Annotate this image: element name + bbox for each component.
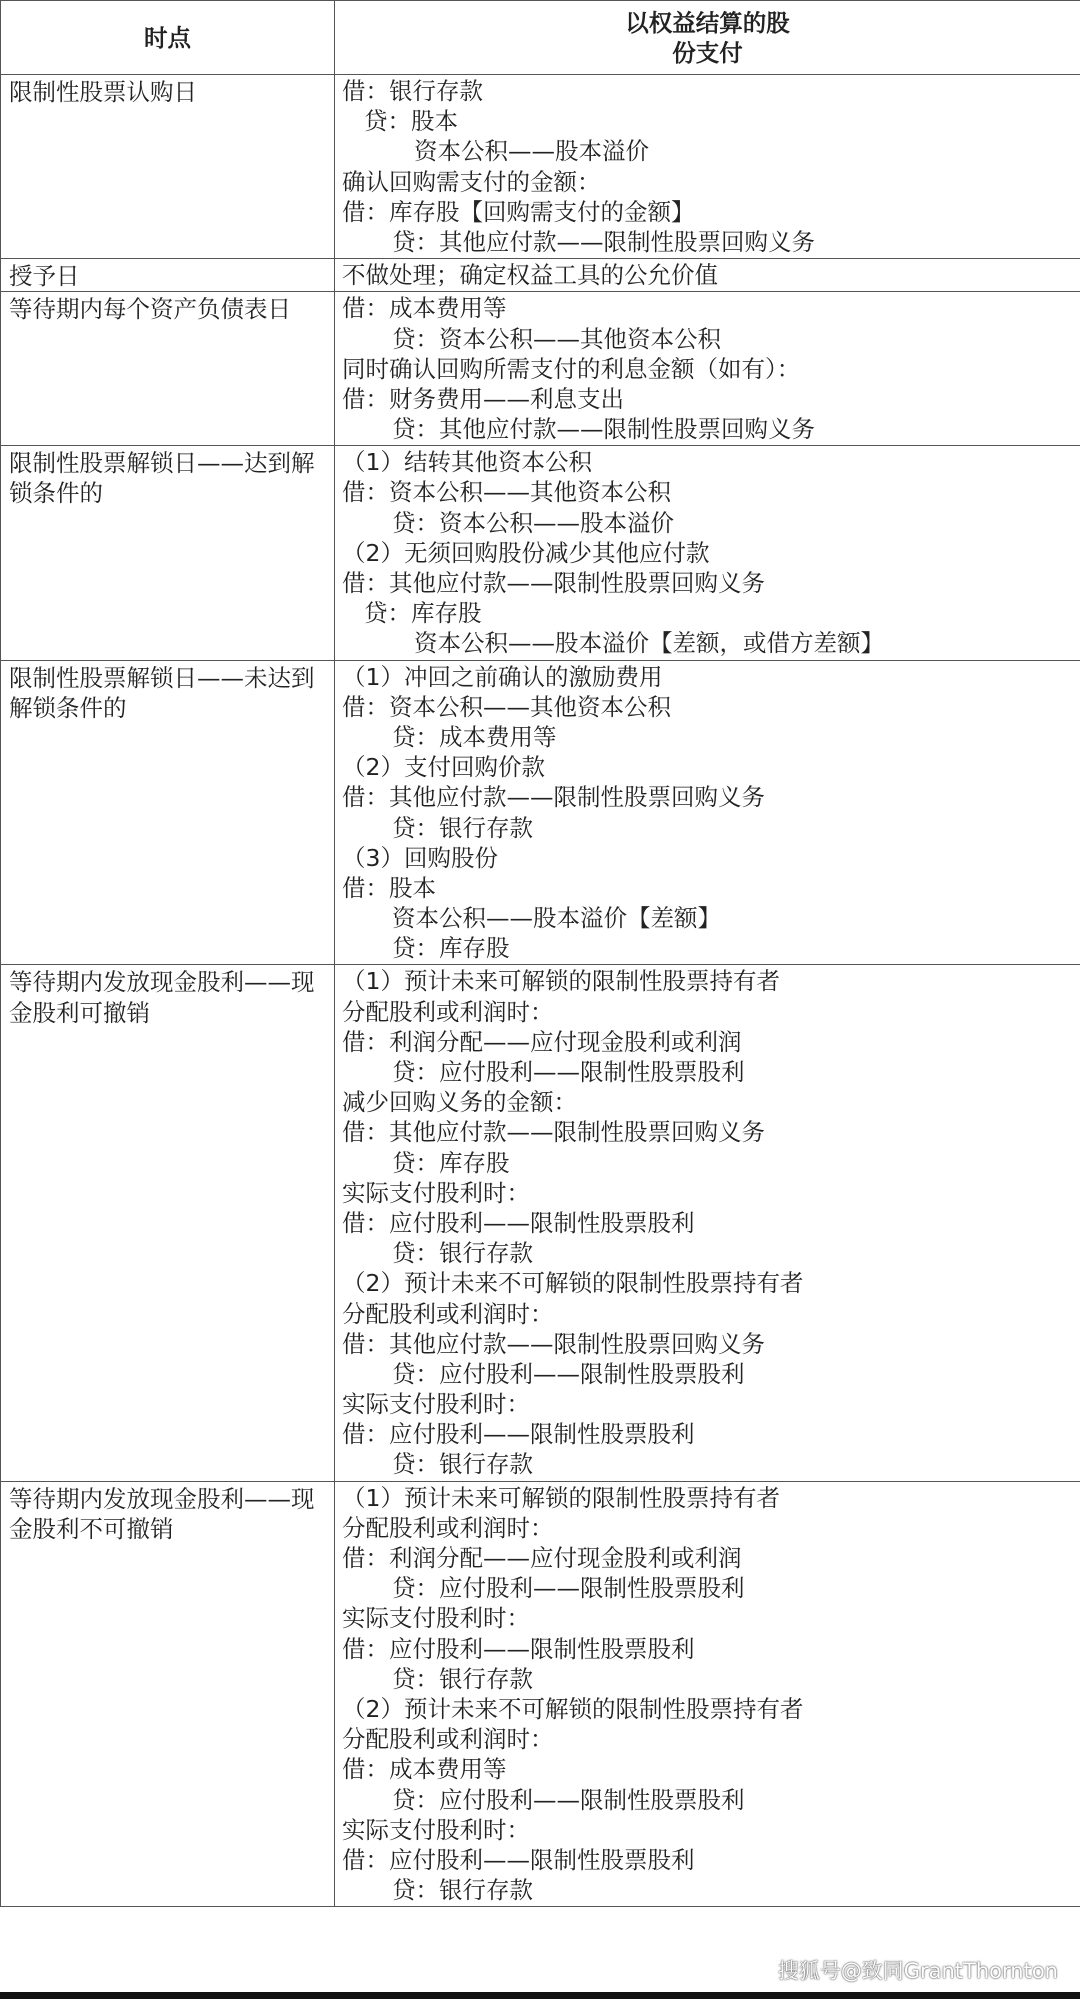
- table-row: [1, 446, 1080, 660]
- entry-line: 借：应付股利——限制性股票股利: [342, 1420, 695, 1449]
- entry-line: 借：资本公积——其他资本公积: [342, 478, 671, 507]
- table-row: [1, 75, 1080, 259]
- entry-line: 贷：应付股利——限制性股票股利: [392, 1359, 745, 1388]
- bottom-bar: [0, 1992, 1080, 1999]
- row-entries-cell: [335, 259, 1080, 292]
- entry-line: 贷：银行存款: [392, 1876, 533, 1905]
- entry-line: 实际支付股利时：: [342, 1815, 530, 1844]
- entry-line: 借：资本公积——其他资本公积: [342, 692, 671, 721]
- row-time-cell: 限制性股票解锁日——未达到解锁条件的: [1, 660, 335, 965]
- entry-line: 贷：银行存款: [392, 1664, 533, 1693]
- row-entries-cell: [335, 75, 1080, 259]
- entry-line: 资本公积——股本溢价: [414, 137, 649, 166]
- entry-line: 分配股利或利润时：: [342, 1513, 554, 1542]
- entry-line: （2）预计未来不可解锁的限制性股票持有者: [342, 1694, 804, 1723]
- entry-line: 减少回购义务的金额：: [342, 1088, 577, 1117]
- row-time-cell: 限制性股票解锁日——达到解锁条件的: [1, 446, 335, 660]
- entry-line: 借：应付股利——限制性股票股利: [342, 1634, 695, 1663]
- entry-line: 分配股利或利润时：: [342, 1725, 554, 1754]
- entry-line: 贷：其他应付款——限制性股票回购义务: [392, 415, 815, 444]
- entry-line: 借：应付股利——限制性股票股利: [342, 1845, 695, 1874]
- entry-line: 贷：库存股: [392, 1148, 510, 1177]
- entry-line: 贷：银行存款: [392, 813, 533, 842]
- row-entries-cell: [335, 446, 1080, 660]
- table-row: [1, 965, 1080, 1481]
- table-row: [1, 1481, 1080, 1907]
- row-time-cell: 等待期内每个资产负债表日: [1, 292, 335, 446]
- entry-line: （2）预计未来不可解锁的限制性股票持有者: [342, 1269, 804, 1298]
- entry-line: 贷：应付股利——限制性股票股利: [392, 1785, 745, 1814]
- entry-line: 实际支付股利时：: [342, 1178, 530, 1207]
- entry-line: 借：利润分配——应付现金股利或利润: [342, 1027, 742, 1056]
- entry-line: 贷：应付股利——限制性股票股利: [392, 1058, 745, 1087]
- entry-line: 分配股利或利润时：: [342, 997, 554, 1026]
- entry-line: 分配股利或利润时：: [342, 1299, 554, 1328]
- entry-line: 贷：资本公积——股本溢价: [392, 508, 674, 537]
- entry-line: 确认回购需支付的金额：: [342, 167, 601, 196]
- entry-line: 不做处理；确定权益工具的公允价值: [342, 261, 718, 290]
- row-entries-cell: [335, 965, 1080, 1481]
- header-time: 时点: [1, 1, 335, 75]
- entry-line: 贷：资本公积——其他资本公积: [392, 324, 721, 353]
- entry-line: 借：其他应付款——限制性股票回购义务: [342, 569, 765, 598]
- entry-line: （3）回购股份: [342, 843, 498, 872]
- entry-line: （2）支付回购价款: [342, 753, 545, 782]
- entry-line: 借：其他应付款——限制性股票回购义务: [342, 783, 765, 812]
- entry-line: 借：库存股【回购需支付的金额】: [342, 197, 695, 226]
- entry-line: 贷：银行存款: [392, 1239, 533, 1268]
- header-equity-line-2: 份支付: [672, 38, 743, 67]
- entry-line: 资本公积——股本溢价【差额，或借方差额】: [414, 629, 884, 658]
- entry-line: 实际支付股利时：: [342, 1604, 530, 1633]
- entry-line: 贷：银行存款: [392, 1450, 533, 1479]
- header-equity-line-1: 以权益结算的股: [625, 8, 790, 37]
- entry-line: 借：应付股利——限制性股票股利: [342, 1208, 695, 1237]
- row-time-cell: 等待期内发放现金股利——现金股利不可撤销: [1, 1481, 335, 1907]
- entry-line: 贷：库存股: [392, 934, 510, 963]
- entry-line: （1）结转其他资本公积: [342, 448, 592, 477]
- entry-line: （2）无须回购股份减少其他应付款: [342, 538, 710, 567]
- entry-line: （1）冲回之前确认的激励费用: [342, 662, 663, 691]
- entry-line: 贷：股本: [364, 107, 458, 136]
- entry-line: 实际支付股利时：: [342, 1390, 530, 1419]
- header-equity-settled: [335, 1, 1080, 75]
- entry-line: 借：成本费用等: [342, 294, 507, 323]
- entry-line: 借：财务费用——利息支出: [342, 384, 624, 413]
- entry-line: 贷：应付股利——限制性股票股利: [392, 1574, 745, 1603]
- row-time-cell: 限制性股票认购日: [1, 75, 335, 259]
- entry-line: 借：银行存款: [342, 77, 483, 105]
- row-entries-cell: [335, 1481, 1080, 1907]
- row-entries-cell: [335, 292, 1080, 446]
- entry-line: 贷：库存股: [364, 599, 482, 628]
- row-entries-cell: [335, 660, 1080, 965]
- table-row: [1, 259, 1080, 292]
- entry-line: 借：其他应付款——限制性股票回购义务: [342, 1329, 765, 1358]
- row-time-cell: 等待期内发放现金股利——现金股利可撤销: [1, 965, 335, 1481]
- entry-line: （1）预计未来可解锁的限制性股票持有者: [342, 1483, 780, 1512]
- entry-line: 同时确认回购所需支付的利息金额（如有）：: [342, 354, 801, 383]
- row-time-cell: 授予日: [1, 259, 335, 292]
- entry-line: 借：成本费用等: [342, 1755, 507, 1784]
- watermark: 搜狐号@致同GrantThornton: [777, 1959, 1058, 1983]
- entry-line: 贷：成本费用等: [392, 722, 557, 751]
- header-row: [1, 1, 1080, 75]
- entry-line: 贷：其他应付款——限制性股票回购义务: [392, 227, 815, 256]
- entry-line: 借：利润分配——应付现金股利或利润: [342, 1544, 742, 1573]
- entry-line: 借：其他应付款——限制性股票回购义务: [342, 1118, 765, 1147]
- table-row: [1, 660, 1080, 965]
- entry-line: 借：股本: [342, 873, 436, 902]
- table-row: [1, 292, 1080, 446]
- entry-line: 资本公积——股本溢价【差额】: [392, 904, 721, 933]
- entry-line: （1）预计未来可解锁的限制性股票持有者: [342, 967, 780, 996]
